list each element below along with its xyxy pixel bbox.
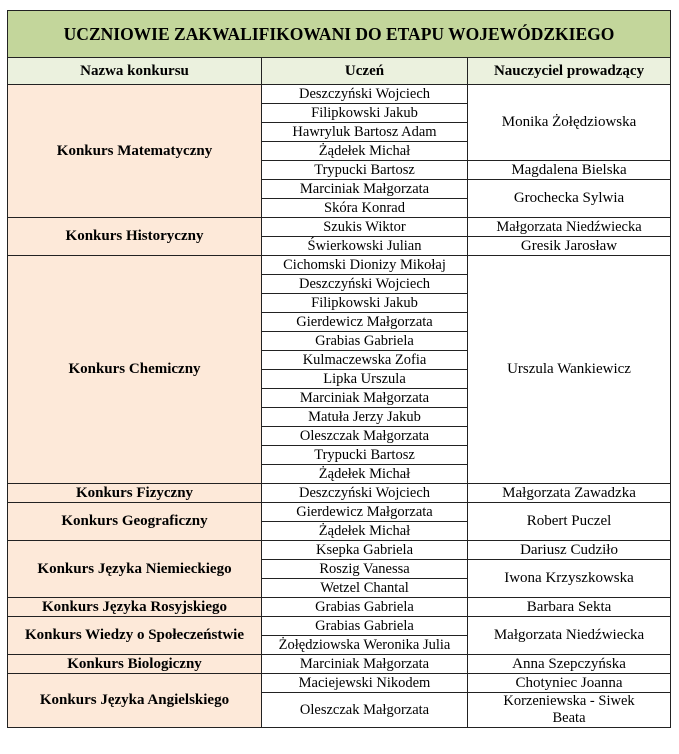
student-name: Świerkowski Julian: [262, 237, 468, 256]
qualified-students-table: [7, 10, 671, 728]
teacher-name: Urszula Wankiewicz: [468, 256, 671, 484]
student-name: Filipkowski Jakub: [262, 294, 468, 313]
student-name: Żądełek Michał: [262, 142, 468, 161]
teacher-name: Małgorzata Zawadzka: [468, 484, 671, 503]
competition-name: Konkurs Wiedzy o Społeczeństwie: [8, 617, 262, 655]
student-name: Żołędziowska Weronika Julia: [262, 636, 468, 655]
student-name: Lipka Urszula: [262, 370, 468, 389]
student-name: Żądełek Michał: [262, 465, 468, 484]
teacher-name: Magdalena Bielska: [468, 161, 671, 180]
competition-name: Konkurs Geograficzny: [8, 503, 262, 541]
student-name: Żądełek Michał: [262, 522, 468, 541]
student-name: Oleszczak Małgorzata: [262, 693, 468, 728]
student-name: Gierdewicz Małgorzata: [262, 503, 468, 522]
table-row: [8, 484, 671, 503]
table-row: [8, 541, 671, 560]
student-name: Trypucki Bartosz: [262, 446, 468, 465]
student-name: Oleszczak Małgorzata: [262, 427, 468, 446]
student-name: Filipkowski Jakub: [262, 104, 468, 123]
competition-name: Konkurs Języka Rosyjskiego: [8, 598, 262, 617]
table-row: [8, 218, 671, 237]
competition-name: Konkurs Matematyczny: [8, 85, 262, 218]
teacher-name: Korzeniewska - Siwek Beata: [468, 693, 671, 728]
competition-name: Konkurs Fizyczny: [8, 484, 262, 503]
table-row: [8, 85, 671, 104]
student-name: Ksepka Gabriela: [262, 541, 468, 560]
table-title: UCZNIOWIE ZAKWALIFIKOWANI DO ETAPU WOJEWÓDZKIEGO: [8, 11, 671, 58]
teacher-name: Małgorzata Niedźwiecka: [468, 218, 671, 237]
student-name: Deszczyński Wojciech: [262, 275, 468, 294]
teacher-name: Monika Żołędziowska: [468, 85, 671, 161]
student-name: Maciejewski Nikodem: [262, 674, 468, 693]
teacher-name: Chotyniec Joanna: [468, 674, 671, 693]
teacher-name: Robert Puczel: [468, 503, 671, 541]
teacher-name: Anna Szepczyńska: [468, 655, 671, 674]
header-competition: Nazwa konkursu: [8, 58, 262, 85]
table-body: [8, 85, 671, 728]
student-name: Roszig Vanessa: [262, 560, 468, 579]
teacher-name: Dariusz Cudziło: [468, 541, 671, 560]
teacher-name: Małgorzata Niedźwiecka: [468, 617, 671, 655]
table-row: [8, 617, 671, 636]
student-name: Wetzel Chantal: [262, 579, 468, 598]
student-name: Deszczyński Wojciech: [262, 484, 468, 503]
student-name: Deszczyński Wojciech: [262, 85, 468, 104]
student-name: Grabias Gabriela: [262, 332, 468, 351]
student-name: Skóra Konrad: [262, 199, 468, 218]
header-student: Uczeń: [262, 58, 468, 85]
competition-name: Konkurs Biologiczny: [8, 655, 262, 674]
student-name: Hawryluk Bartosz Adam: [262, 123, 468, 142]
student-name: Marciniak Małgorzata: [262, 389, 468, 408]
teacher-name: Barbara Sekta: [468, 598, 671, 617]
teacher-name: Grochecka Sylwia: [468, 180, 671, 218]
competition-name: Konkurs Języka Niemieckiego: [8, 541, 262, 598]
table-row: [8, 674, 671, 693]
table-row: [8, 256, 671, 275]
student-name: Szukis Wiktor: [262, 218, 468, 237]
student-name: Gierdewicz Małgorzata: [262, 313, 468, 332]
student-name: Trypucki Bartosz: [262, 161, 468, 180]
teacher-name: Gresik Jarosław: [468, 237, 671, 256]
table-row: [8, 655, 671, 674]
teacher-name: Iwona Krzyszkowska: [468, 560, 671, 598]
table-row: [8, 503, 671, 522]
competition-name: Konkurs Języka Angielskiego: [8, 674, 262, 728]
table-row: [8, 598, 671, 617]
student-name: Kulmaczewska Zofia: [262, 351, 468, 370]
student-name: Matuła Jerzy Jakub: [262, 408, 468, 427]
competition-name: Konkurs Chemiczny: [8, 256, 262, 484]
header-teacher: Nauczyciel prowadzący: [468, 58, 671, 85]
student-name: Cichomski Dionizy Mikołaj: [262, 256, 468, 275]
student-name: Grabias Gabriela: [262, 598, 468, 617]
student-name: Marciniak Małgorzata: [262, 180, 468, 199]
student-name: Grabias Gabriela: [262, 617, 468, 636]
competition-name: Konkurs Historyczny: [8, 218, 262, 256]
student-name: Marciniak Małgorzata: [262, 655, 468, 674]
